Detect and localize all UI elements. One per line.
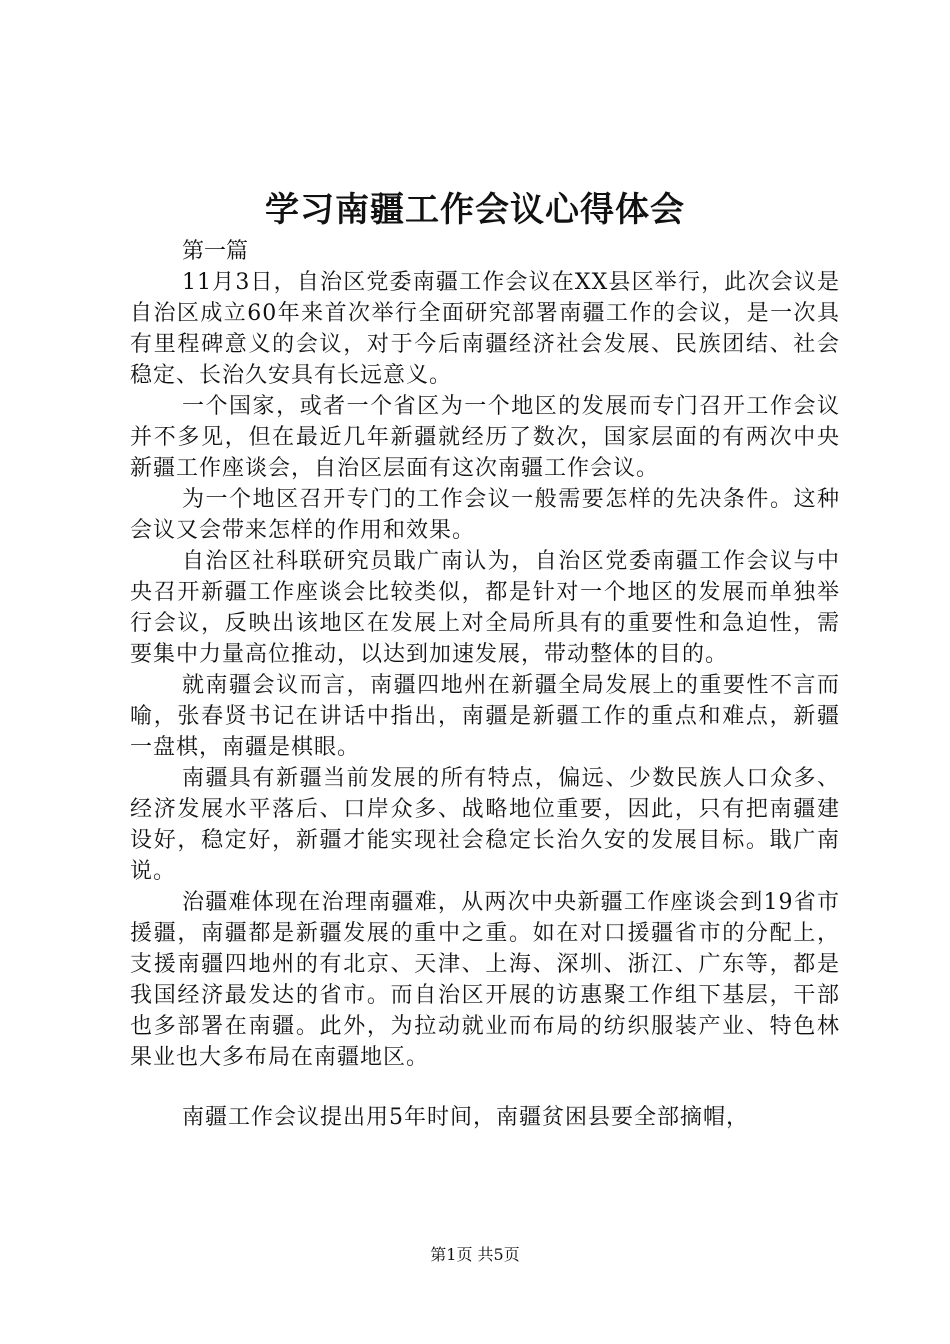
paragraph-8: 南疆工作会议提出用5年时间，南疆贫困县要全部摘帽， <box>182 1105 749 1130</box>
paragraph-4: 自治区社科联研究员戢广南认为，自治区党委南疆工作会议与中央召开新疆工作座谈会比较类似，都是针对一个地区的发展而单独举行会议，反映出该地区在发展上对全局所具有的重要性和急迫性，需要集中力量高位推动，以达到加速发展，带动整体的目的。 <box>130 549 840 667</box>
paragraph-5: 就南疆会议而言，南疆四地州在新疆全局发展上的重要性不言而喻，张春贤书记在讲话中指出，南疆是新疆工作的重点和难点，新疆一盘棋，南疆是棋眼。 <box>130 673 840 760</box>
paragraph-3: 为一个地区召开专门的工作会议一般需要怎样的先决条件。这种会议又会带来怎样的作用和效果。 <box>130 487 840 543</box>
paragraph-6: 南疆具有新疆当前发展的所有特点，偏远、少数民族人口众多、经济发展水平落后、口岸众多、战略地位重要，因此，只有把南疆建设好，稳定好，新疆才能实现社会稳定长治久安的发展目标。戢广南说。 <box>130 766 840 884</box>
paragraph-7: 治疆难体现在治理南疆难，从两次中央新疆工作座谈会到19省市援疆，南疆都是新疆发展的重中之重。如在对口援疆省市的分配上，支援南疆四地州的有北京、天津、上海、深圳、浙江、广东等，都是我国经济最发达的省市。而自治区开展的访惠聚工作组下基层，干部也多部署在南疆。此外，为拉动就业而布局的纺织服装产业、特色林果业也大多布局在南疆地区。 <box>130 890 840 1070</box>
section-label: 第一篇 <box>182 239 249 264</box>
document-body <box>130 236 840 1133</box>
paragraph-2: 一个国家，或者一个省区为一个地区的发展而专门召开工作会议并不多见，但在最近几年新疆就经历了数次，国家层面的有两次中央新疆工作座谈会，自治区层面有这次南疆工作会议。 <box>130 394 840 481</box>
paragraph-1: 11月3日，自治区党委南疆工作会议在XX县区举行，此次会议是自治区成立60年来首次举行全面研究部署南疆工作的会议，是一次具有里程碑意义的会议，对于今后南疆经济社会发展、民族团结、社会稳定、长治久安具有长远意义。 <box>130 270 840 388</box>
document-title: 学习南疆工作会议心得体会 <box>265 190 685 230</box>
page-footer: 第1页 共5页 <box>430 1245 520 1264</box>
